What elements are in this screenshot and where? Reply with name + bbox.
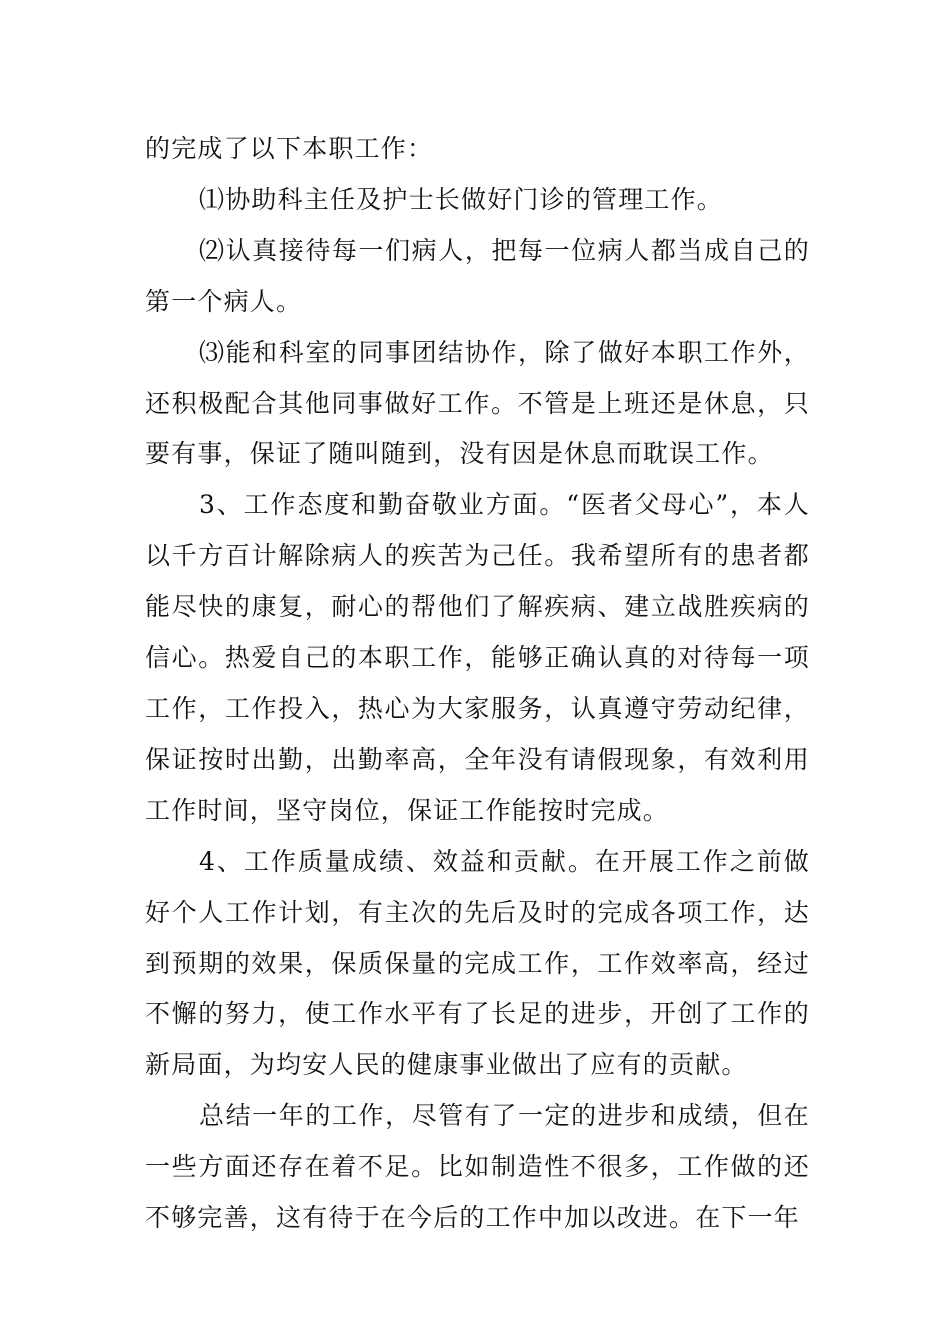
document-body: [145, 124, 810, 1244]
paragraph-section-4: 4、工作质量成绩、效益和贡献。在开展工作之前做好个人工作计划，有主次的先后及时的完成各项工作，达到预期的效果，保质保量的完成工作，工作效率高，经过不懈的努力，使工作水平有了长足的进步，开创了工作的新局面，为均安人民的健康事业做出了应有的贡献。: [145, 846, 810, 1080]
paragraph-section-3: 3、工作态度和勤奋敬业方面。“医者父母心”，本人以千方百计解除病人的疾苦为己任。我希望所有的患者都能尽快的康复，耐心的帮他们了解疾病、建立战胜疾病的信心。热爱自己的本职工作，能够正确认真的对待每一项工作，工作投入，热心为大家服务，认真遵守劳动纪律，保证按时出勤，出勤率高，全年没有请假现象，有效利用工作时间，坚守岗位，保证工作能按时完成。: [145, 490, 810, 825]
paragraph-item-1: ⑴协助科主任及护士长做好门诊的管理工作。: [199, 184, 724, 214]
paragraph-summary: 总结一年的工作，尽管有了一定的进步和成绩，但在一些方面还存在着不足。比如制造性不很多，工作做的还不够完善，这有待于在今后的工作中加以改进。在下一年: [145, 1101, 810, 1233]
paragraph-item-3: ⑶能和科室的同事团结协作，除了做好本职工作外，还积极配合其他同事做好工作。不管是上班还是休息，只要有事，保证了随叫随到，没有因是休息而耽误工作。: [145, 337, 810, 469]
paragraph-item-2: ⑵认真接待每一们病人，把每一位病人都当成自己的第一个病人。: [145, 235, 810, 316]
paragraph-continuation: 的完成了以下本职工作：: [145, 134, 434, 163]
